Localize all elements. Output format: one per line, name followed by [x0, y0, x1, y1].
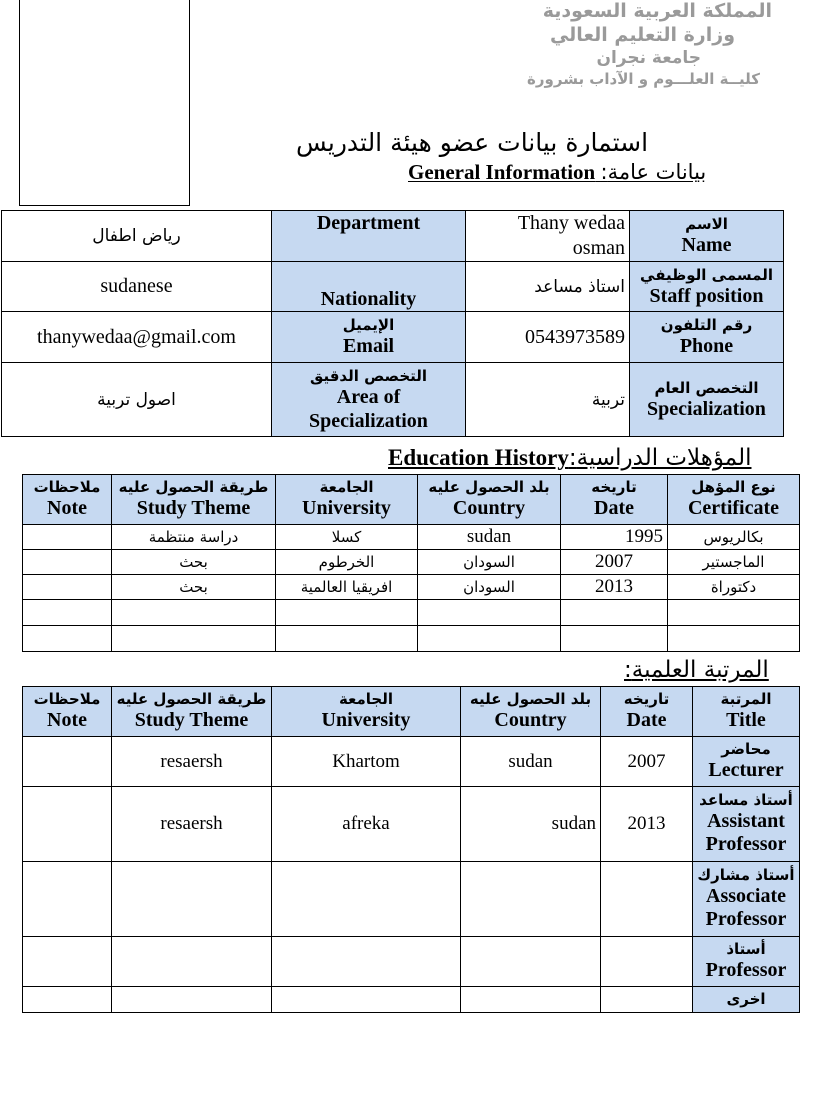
- edu-date: 2007: [561, 550, 668, 575]
- rank-header-note: ملاحظات Note: [23, 687, 112, 737]
- edu-university: الخرطوم: [276, 550, 418, 575]
- table-row: [23, 862, 800, 937]
- education-heading: Education History:المؤهلات الدراسية: [388, 445, 752, 471]
- edu-header-note: ملاحظات Note: [23, 475, 112, 525]
- header-university: جامعة نجران: [596, 48, 701, 68]
- rank-date: [601, 987, 693, 1013]
- photo-box: [19, 0, 190, 206]
- edu-certificate: دكتوراة: [668, 575, 800, 600]
- rank-theme: [112, 937, 272, 987]
- table-row: [23, 525, 800, 550]
- general-info-table: [1, 210, 784, 437]
- rank-university: [272, 862, 461, 937]
- edu-university: كسلا: [276, 525, 418, 550]
- rank-university: Khartom: [272, 737, 461, 787]
- rank-note: [23, 937, 112, 987]
- table-row: [23, 787, 800, 862]
- rank-date: [601, 862, 693, 937]
- edu-header-university: الجامعة University: [276, 475, 418, 525]
- edu-note: [23, 525, 112, 550]
- education-table: [22, 474, 800, 652]
- edu-theme: [112, 600, 276, 626]
- spec-label: التخصص العام Specialization: [630, 363, 784, 437]
- edu-country: السودان: [418, 550, 561, 575]
- spec-value: تربية: [466, 363, 630, 437]
- edu-country: [418, 626, 561, 652]
- name-value: Thany wedaa osman: [466, 211, 630, 262]
- table-row: [23, 987, 800, 1013]
- rank-header-theme: طريقة الحصول عليه Study Theme: [112, 687, 272, 737]
- area-label: التخصص الدقيق Area of Specialization: [272, 363, 466, 437]
- rank-title-cell: أستاذ مشارك Associate Professor: [693, 862, 800, 937]
- email-label: الإيميل Email: [272, 312, 466, 363]
- rank-title-cell: محاضر Lecturer: [693, 737, 800, 787]
- department-label: Department: [272, 211, 466, 262]
- form-title: استمارة بيانات عضو هيئة التدريس: [296, 128, 649, 157]
- nationality-label: Nationality: [272, 262, 466, 312]
- edu-country: السودان: [418, 575, 561, 600]
- edu-certificate: بكالريوس: [668, 525, 800, 550]
- rank-note: [23, 787, 112, 862]
- table-row: [23, 600, 800, 626]
- table-row: [23, 550, 800, 575]
- edu-note: [23, 575, 112, 600]
- edu-country: sudan: [418, 525, 561, 550]
- edu-date: 2013: [561, 575, 668, 600]
- rank-date: [601, 937, 693, 987]
- rank-country: [461, 862, 601, 937]
- rank-header-date: تاريخه Date: [601, 687, 693, 737]
- edu-certificate: الماجستير: [668, 550, 800, 575]
- header-kingdom: المملكة العربية السعودية: [542, 0, 772, 22]
- edu-university: [276, 600, 418, 626]
- edu-university: افريقيا العالمية: [276, 575, 418, 600]
- rank-country: [461, 937, 601, 987]
- edu-theme: بحث: [112, 550, 276, 575]
- rank-note: [23, 737, 112, 787]
- table-row: [23, 626, 800, 652]
- edu-theme: [112, 626, 276, 652]
- edu-date: [561, 626, 668, 652]
- rank-header-university: الجامعة University: [272, 687, 461, 737]
- edu-header-theme: طريقة الحصول عليه Study Theme: [112, 475, 276, 525]
- edu-header-date: تاريخه Date: [561, 475, 668, 525]
- rank-title-cell: أستاذ Professor: [693, 937, 800, 987]
- rank-country: sudan: [461, 787, 601, 862]
- area-value: اصول تربية: [2, 363, 272, 437]
- rank-country: sudan: [461, 737, 601, 787]
- rank-theme: [112, 862, 272, 937]
- position-label: المسمى الوظيفي Staff position: [630, 262, 784, 312]
- edu-header-country: بلد الحصول عليه Country: [418, 475, 561, 525]
- department-value: رياض اطفال: [2, 211, 272, 262]
- rank-university: [272, 987, 461, 1013]
- phone-label: رقم التلفون Phone: [630, 312, 784, 363]
- rank-date: 2013: [601, 787, 693, 862]
- rank-title-cell: أستاذ مساعد Assistant Professor: [693, 787, 800, 862]
- edu-theme: دراسة منتظمة: [112, 525, 276, 550]
- header-college: كليــة العلـــوم و الآداب بشرورة: [527, 70, 760, 88]
- edu-note: [23, 626, 112, 652]
- rank-heading: :المرتبة العلمية: [624, 657, 769, 683]
- position-value: استاذ مساعد: [466, 262, 630, 312]
- rank-university: [272, 937, 461, 987]
- email-value: thanywedaa@gmail.com: [2, 312, 272, 363]
- rank-theme: [112, 987, 272, 1013]
- rank-country: [461, 987, 601, 1013]
- rank-note: [23, 862, 112, 937]
- edu-country: [418, 600, 561, 626]
- rank-theme: resaersh: [112, 737, 272, 787]
- edu-certificate: [668, 626, 800, 652]
- general-info-heading: General Information :بيانات عامة: [408, 160, 707, 182]
- edu-certificate: [668, 600, 800, 626]
- rank-university: afreka: [272, 787, 461, 862]
- table-row: [23, 575, 800, 600]
- rank-theme: resaersh: [112, 787, 272, 862]
- rank-header-country: بلد الحصول عليه Country: [461, 687, 601, 737]
- rank-note: [23, 987, 112, 1013]
- header-ministry: وزارة التعليم العالي: [549, 24, 735, 46]
- table-row: [23, 937, 800, 987]
- phone-value: 0543973589: [466, 312, 630, 363]
- edu-theme: بحث: [112, 575, 276, 600]
- nationality-value: sudanese: [2, 262, 272, 312]
- table-row: [23, 737, 800, 787]
- edu-note: [23, 550, 112, 575]
- edu-date: [561, 600, 668, 626]
- edu-note: [23, 600, 112, 626]
- rank-header-title: المرتبة Title: [693, 687, 800, 737]
- rank-title-cell: اخرى: [693, 987, 800, 1013]
- rank-table: [22, 686, 800, 1013]
- edu-header-certificate: نوع المؤهل Certificate: [668, 475, 800, 525]
- edu-date: 1995: [561, 525, 668, 550]
- rank-date: 2007: [601, 737, 693, 787]
- edu-university: [276, 626, 418, 652]
- name-label: الاسم Name: [630, 211, 784, 262]
